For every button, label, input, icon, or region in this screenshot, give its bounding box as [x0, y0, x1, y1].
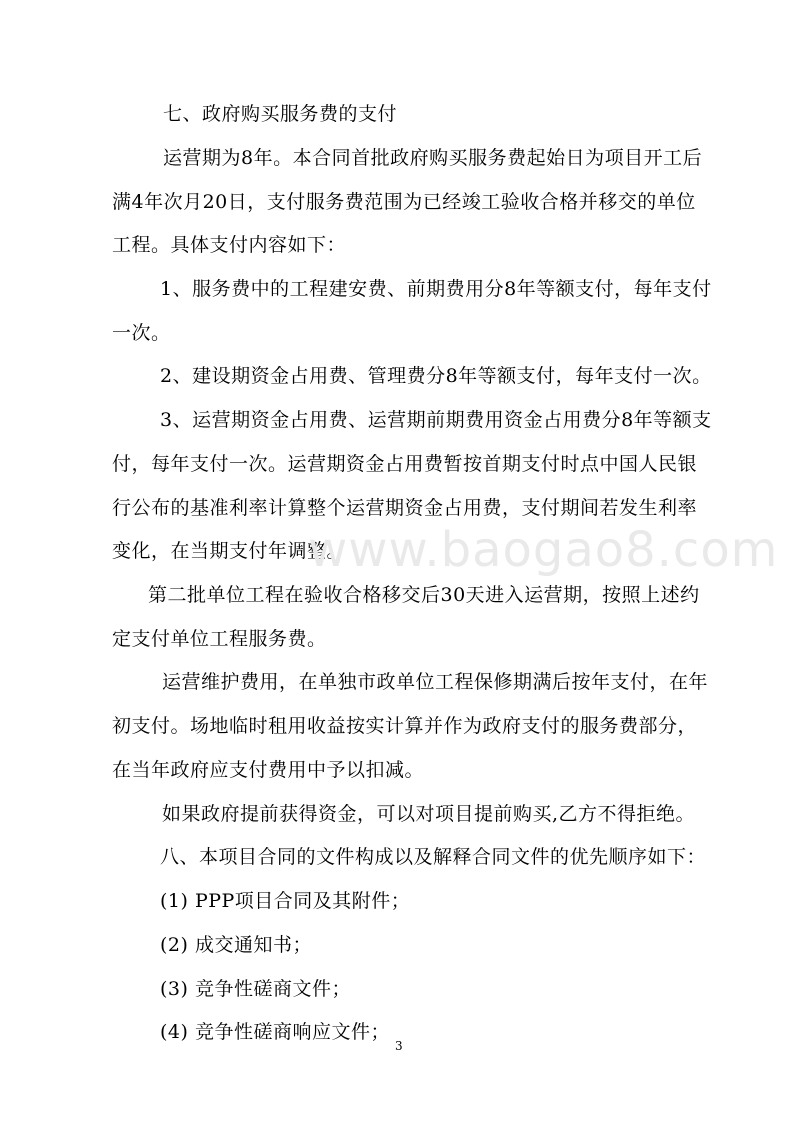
paragraph-line: 在当年政府应支付费用中予以扣减。	[112, 759, 425, 781]
watermark-text: www.baogao8.com	[308, 522, 779, 578]
section-heading-eight: 八、本项目合同的文件构成以及解释合同文件的优先顺序如下：	[160, 846, 707, 868]
list-item-line: 一次。	[112, 322, 171, 344]
page-number: 3	[395, 1039, 403, 1053]
list-item-line: 1、服务费中的工程建安费、前期费用分8年等额支付，每年支付	[160, 278, 712, 300]
list-item-line: 付，每年支付一次。运营期资金占用费暂按首期支付时点中国人民银	[112, 453, 698, 475]
paragraph-line: 初支付。场地临时租用收益按实计算并作为政府支付的服务费部分，	[112, 715, 698, 737]
list-item-line: 行公布的基准利率计算整个运营期资金占用费，支付期间若发生利率	[112, 497, 698, 519]
list-item-line: 3、运营期资金占用费、运营期前期费用资金占用费分8年等额支	[160, 409, 712, 431]
paragraph-line: 第二批单位工程在验收合格移交后30天进入运营期，按照上述约	[148, 584, 700, 606]
document-list-item: (1) PPP项目合同及其附件；	[160, 890, 411, 912]
paragraph-line: 运营维护费用，在单独市政单位工程保修期满后按年支付，在年	[162, 671, 709, 693]
document-list-item: (3) 竞争性磋商文件；	[160, 978, 351, 1000]
paragraph-line: 运营期为8年。本合同首批政府购买服务费起始日为项目开工后	[163, 147, 703, 169]
paragraph-line: 工程。具体支付内容如下：	[112, 234, 347, 256]
paragraph-line: 满4年次月20日，支付服务费范围为已经竣工验收合格并移交的单位	[112, 191, 696, 213]
document-list-item: (4) 竞争性磋商响应文件；	[160, 1021, 390, 1043]
list-item-line: 变化，在当期支付年调整。	[112, 540, 347, 562]
list-item-line: 2、建设期资金占用费、管理费分8年等额支付，每年支付一次。	[160, 365, 712, 387]
section-heading-seven: 七、政府购买服务费的支付	[163, 103, 398, 125]
paragraph-line: 定支付单位工程服务费。	[112, 628, 327, 650]
paragraph-line: 如果政府提前获得资金，可以对项目提前购买,乙方不得拒绝。	[162, 803, 696, 825]
document-list-item: (2) 成交通知书；	[160, 934, 312, 956]
